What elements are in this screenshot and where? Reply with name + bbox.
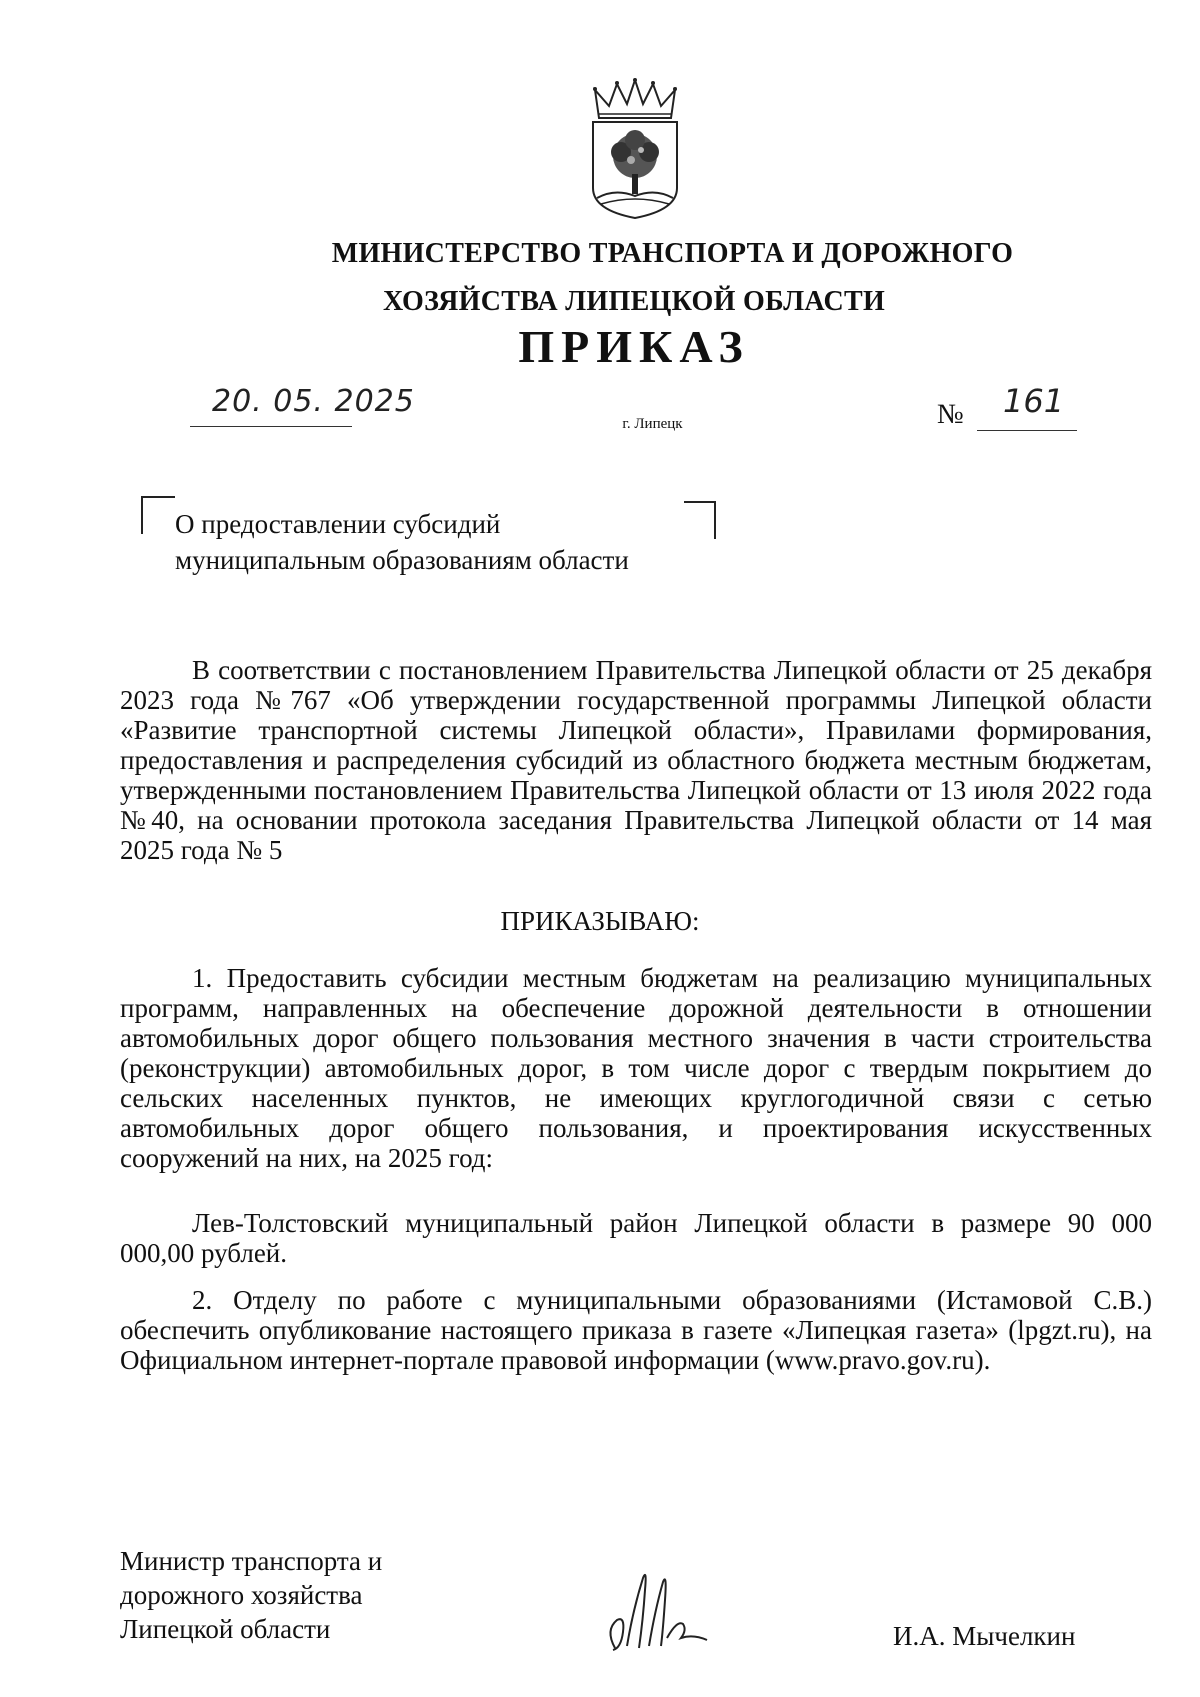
ministry-name-line2: ХОЗЯЙСТВА ЛИПЕЦКОЙ ОБЛАСТИ <box>382 286 886 317</box>
order-subject <box>175 506 629 578</box>
city: г. Липецк <box>622 416 683 432</box>
signatory-title <box>120 1544 382 1646</box>
signatory-name: И.А. Мычелкин <box>893 1621 1076 1651</box>
document-type: ПРИКАЗ <box>518 321 750 372</box>
preamble: В соответствии с постановлением Правительства Липецкой области от 25 декабря 2023 года №767 «Об утверждении государственной программы Липецкой области «Развитие транспортной системы Липецкой области», Правилами формирования, предоставления и распределения субсидий из областного бюджета местным бюджетам, утвержденными постановлением Правительства Липецкой области от 13 июля 2022 года №40, на основании протокола заседания Правительства Липецкой области от 14 мая 2025 года № 5 <box>120 655 1152 865</box>
subject-line2: муниципальным образованиям области <box>175 545 629 575</box>
order-heading: ПРИКАЗЫВАЮ: <box>500 906 700 936</box>
subject-line1: О предоставлении субсидий <box>175 509 501 539</box>
order-item-2: 2. Отделу по работе с муниципальными образованиями (Истамовой С.В.) обеспечить опубликование настоящего приказа в газете «Липецкая газета» (lpgzt.ru), на Официальном интернет-портале правовой информации (www.pravo.gov.ru). <box>120 1285 1152 1375</box>
number-underline <box>977 430 1077 431</box>
number-label: № <box>937 399 964 430</box>
handwritten-signature-icon <box>603 1560 713 1660</box>
order-item-1: 1. Предоставить субсидии местным бюджетам на реализацию муниципальных программ, направленных на обеспечение дорожной деятельности в отношении автомобильных дорог общего пользования местного значения в части строительства (реконструкции) автомобильных дорог, в том числе дорог с твердым покрытием до сельских населенных пунктов, не имеющих круглогодичной связи с сетью автомобильных дорог общего пользования, и проектирования искусственных сооружений на них, на 2025 год: <box>120 963 1152 1173</box>
subject-corner-left <box>141 496 175 534</box>
signatory-title-line2: дорожного хозяйства <box>120 1580 363 1610</box>
ministry-name-line1: МИНИСТЕРСТВО ТРАНСПОРТА И ДОРОЖНОГО <box>331 238 1014 269</box>
order-item-1-recipient: Лев-Толстовский муниципальный район Липецкой области в размере 90 000 000,00 рублей. <box>120 1208 1152 1268</box>
signatory-title-line1: Министр транспорта и <box>120 1546 383 1576</box>
order-number: 161 <box>1003 382 1065 420</box>
signatory-title-line3: Липецкой области <box>120 1614 331 1644</box>
subject-corner-right <box>684 501 716 539</box>
coat-of-arms-icon <box>585 78 685 220</box>
order-date: 20. 05. 2025 <box>212 384 415 419</box>
